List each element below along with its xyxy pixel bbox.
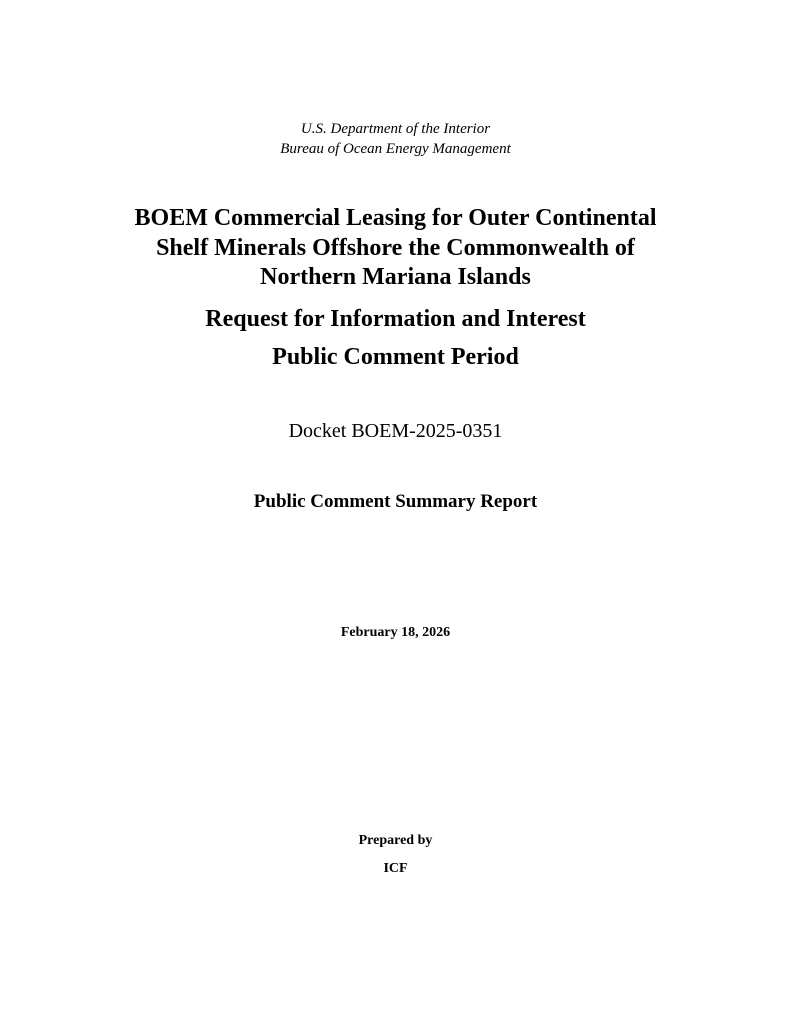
- subtitle: Request for Information and Interest: [205, 306, 586, 332]
- comment-period: Public Comment Period: [272, 344, 519, 370]
- bureau-name: Bureau of Ocean Energy Management: [280, 141, 511, 157]
- preparer-organization: ICF: [383, 861, 408, 876]
- title-line-1: BOEM Commercial Leasing for Outer Continental: [134, 205, 657, 231]
- prepared-by-label: Prepared by: [358, 833, 433, 848]
- report-title: Public Comment Summary Report: [253, 491, 538, 512]
- title-line-3: Northern Mariana Islands: [260, 264, 531, 290]
- title-line-2: Shelf Minerals Offshore the Commonwealth of: [156, 235, 635, 261]
- department-name: U.S. Department of the Interior: [300, 121, 491, 137]
- report-date: February 18, 2026: [340, 625, 451, 640]
- docket-number: Docket BOEM-2025-0351: [288, 420, 503, 442]
